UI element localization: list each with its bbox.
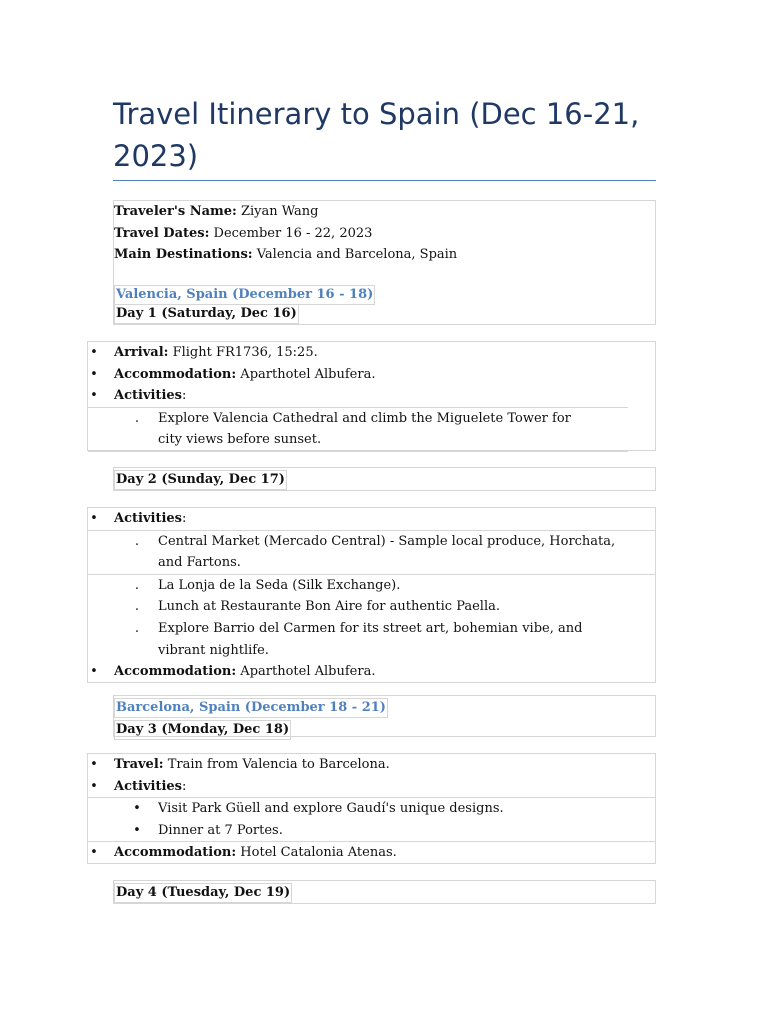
bullet-icon: •: [90, 511, 98, 526]
colon: :: [181, 778, 187, 794]
activities-label: Activities: [114, 778, 182, 794]
traveler-name-value: Ziyan Wang: [236, 204, 319, 219]
bullet-icon: .: [134, 533, 140, 549]
bullet-icon: .: [134, 410, 140, 426]
traveler-name-label: Traveler's Name: [114, 204, 233, 219]
accommodation-label: Accommodation: [114, 845, 232, 861]
accommodation-label: Accommodation: [114, 664, 232, 680]
barcelona-heading-box: [113, 695, 656, 737]
day4-heading: Day 4 (Tuesday, Dec 19): [114, 883, 292, 903]
traveler-name-line: [114, 201, 655, 223]
colon: :: [163, 345, 169, 360]
travel-dates-label: Travel Dates: [114, 225, 205, 241]
colon: :: [181, 511, 187, 526]
arrival-value: Flight FR1736, 15:25.: [168, 345, 318, 360]
activities-label: Activities: [114, 511, 182, 526]
sub-list-item: [88, 530, 655, 575]
bullet-icon: •: [90, 664, 98, 680]
colon: :: [231, 664, 237, 680]
main-destinations-label: Main Destinations: [114, 247, 248, 263]
activity-text: Central Market (Mercado Central) - Sample local produce, Horchata, and Fartons.: [158, 533, 616, 571]
activities-label: Activities: [114, 388, 182, 404]
accommodation-value: Aparthotel Albufera.: [236, 664, 376, 680]
accommodation-value: Aparthotel Albufera.: [236, 366, 376, 382]
travel-dates-value: December 16 - 22, 2023: [209, 225, 373, 241]
bullet-icon: •: [90, 366, 98, 382]
day1-heading: Day 1 (Saturday, Dec 16): [114, 304, 299, 324]
colon: :: [232, 204, 237, 219]
bullet-icon: .: [134, 599, 140, 615]
sub-list-item: [88, 596, 655, 618]
travel-value: Train from Valencia to Barcelona.: [163, 757, 390, 772]
list-item: [88, 776, 655, 798]
main-destinations-line: [114, 244, 655, 266]
day1-list: [87, 341, 656, 451]
sub-list-item: [88, 618, 655, 661]
activity-text: La Lonja de la Seda (Silk Exchange).: [158, 577, 401, 593]
colon: :: [231, 845, 237, 861]
sub-list-item: [88, 407, 628, 452]
travel-label: Travel: [114, 757, 159, 772]
accommodation-label: Accommodation: [114, 366, 232, 382]
bullet-icon: •: [90, 845, 98, 861]
day2-heading-box: [113, 467, 656, 491]
activity-text: Lunch at Restaurante Bon Aire for authentic Paella.: [158, 599, 500, 615]
colon: :: [158, 757, 164, 772]
barcelona-section-heading: Barcelona, Spain (December 18 - 21): [114, 698, 388, 718]
activity-text: Explore Barrio del Carmen for its street art, bohemian vibe, and vibrant nightlife.: [158, 620, 583, 658]
travel-dates-line: [114, 223, 655, 245]
day2-list: [87, 507, 656, 683]
bullet-icon: •: [90, 345, 98, 360]
bullet-icon: •: [90, 757, 98, 772]
list-item: [88, 842, 655, 864]
bullet-icon: •: [90, 388, 98, 404]
day2-heading: Day 2 (Sunday, Dec 17): [114, 470, 287, 490]
bullet-icon: .: [134, 577, 140, 593]
sub-list-item: [88, 797, 655, 820]
colon: :: [204, 225, 210, 241]
activity-text: Dinner at 7 Portes.: [158, 822, 283, 838]
sub-list-item: [88, 820, 655, 843]
traveler-info-box: [113, 200, 656, 325]
list-item: [88, 508, 655, 530]
colon: :: [181, 388, 187, 404]
activity-text: Visit Park Güell and explore Gaudí's unique designs.: [158, 801, 504, 817]
colon: :: [231, 366, 237, 382]
day3-list: [87, 753, 656, 864]
list-item: [88, 754, 655, 776]
list-item: [88, 661, 655, 683]
bullet-icon: •: [133, 801, 141, 817]
bullet-icon: •: [133, 822, 141, 838]
arrival-label: Arrival: [114, 345, 164, 360]
page-title: Travel Itinerary to Spain (Dec 16-21, 2023): [113, 97, 640, 173]
bullet-icon: •: [90, 778, 98, 794]
list-item: [88, 342, 655, 364]
colon: :: [247, 247, 253, 263]
bullet-icon: .: [134, 620, 140, 636]
valencia-section-heading: Valencia, Spain (December 16 - 18): [114, 285, 375, 305]
day3-heading: Day 3 (Monday, Dec 18): [114, 720, 291, 740]
day4-heading-box: [113, 880, 656, 904]
accommodation-value: Hotel Catalonia Atenas.: [236, 845, 397, 861]
activity-text: Explore Valencia Cathedral and climb the Miguelete Tower for city views before sunset.: [158, 410, 571, 448]
list-item: [88, 385, 655, 407]
list-item: [88, 364, 655, 386]
title-underline: [113, 180, 656, 181]
sub-list-item: [88, 575, 655, 597]
main-destinations-value: Valencia and Barcelona, Spain: [252, 247, 458, 263]
